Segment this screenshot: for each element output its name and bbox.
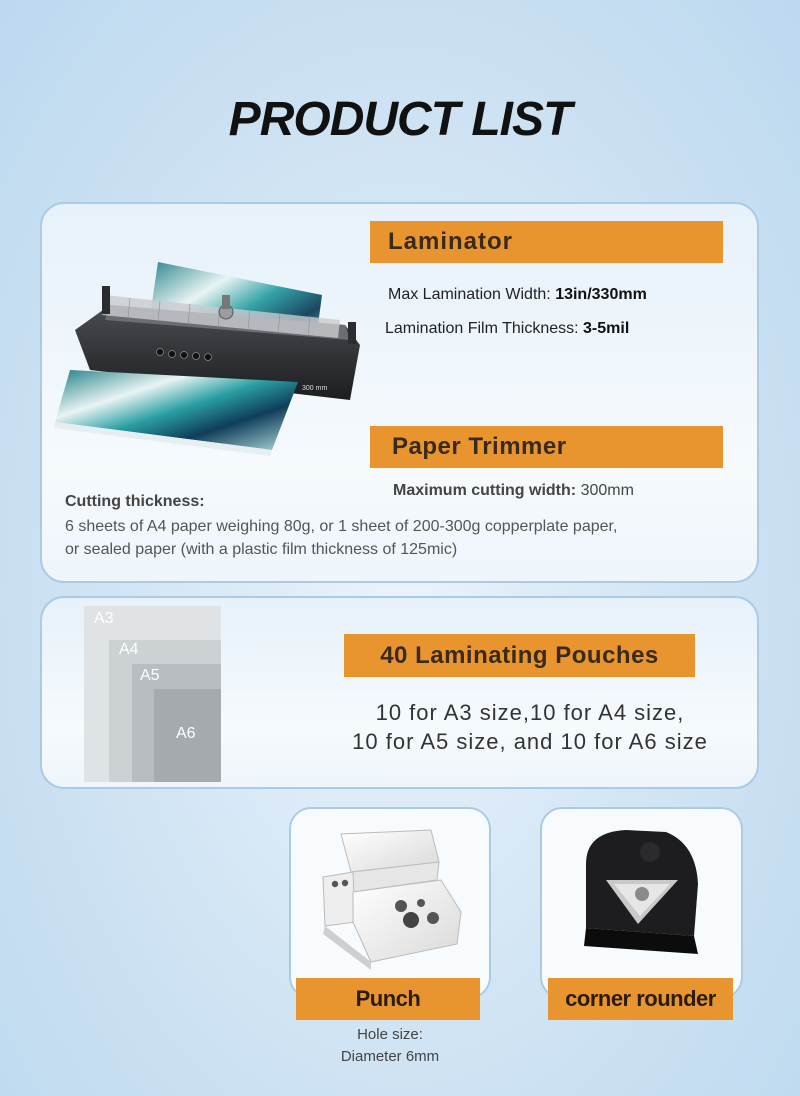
max-width-label: Max Lamination Width:	[388, 286, 551, 303]
corner-rounder-label: corner rounder	[548, 978, 733, 1020]
hole-size-value: Diameter 6mm	[340, 1048, 440, 1065]
cutting-width-value: 300mm	[580, 482, 634, 499]
cutting-thickness-line1: 6 sheets of A4 paper weighing 80g, or 1 sheet of 200-300g copperplate paper,	[65, 518, 618, 535]
film-thickness-spec	[385, 320, 629, 338]
max-width-value: 13in/330mm	[555, 286, 647, 303]
laminator-label: Laminator	[370, 221, 723, 263]
sheet-a6	[154, 689, 221, 782]
punch-image	[311, 822, 471, 972]
hole-size-note	[300, 1024, 480, 1068]
pouches-line1: 10 for A3 size,10 for A4 size,	[375, 700, 685, 725]
sheet-a6-label: A6	[176, 725, 196, 742]
pouches-label: 40 Laminating Pouches	[344, 634, 695, 677]
corner-rounder-image	[566, 824, 716, 964]
cutting-width-label: Maximum cutting width:	[393, 482, 577, 499]
punch-label: Punch	[296, 978, 480, 1020]
sheet-a3-label: A3	[94, 610, 114, 627]
laminator-image	[50, 250, 370, 460]
cutting-thickness-heading: Cutting thickness:	[65, 493, 205, 510]
device-label: 300 mm	[302, 385, 328, 392]
sheet-a4-label: A4	[119, 641, 139, 658]
hole-size-label: Hole size:	[357, 1026, 423, 1043]
sheet-a5-label: A5	[140, 667, 160, 684]
cutting-thickness-line2: or sealed paper (with a plastic film thickness of 125mic)	[65, 541, 458, 558]
cutting-width-spec	[393, 482, 634, 500]
pouches-line2: 10 for A5 size, and 10 for A6 size	[352, 729, 708, 754]
trimmer-label: Paper Trimmer	[370, 426, 723, 468]
page-title: PRODUCT LIST	[228, 93, 572, 146]
film-thickness-label: Lamination Film Thickness:	[385, 320, 579, 337]
film-thickness-value: 3-5mil	[583, 320, 630, 337]
max-width-spec	[388, 286, 647, 304]
